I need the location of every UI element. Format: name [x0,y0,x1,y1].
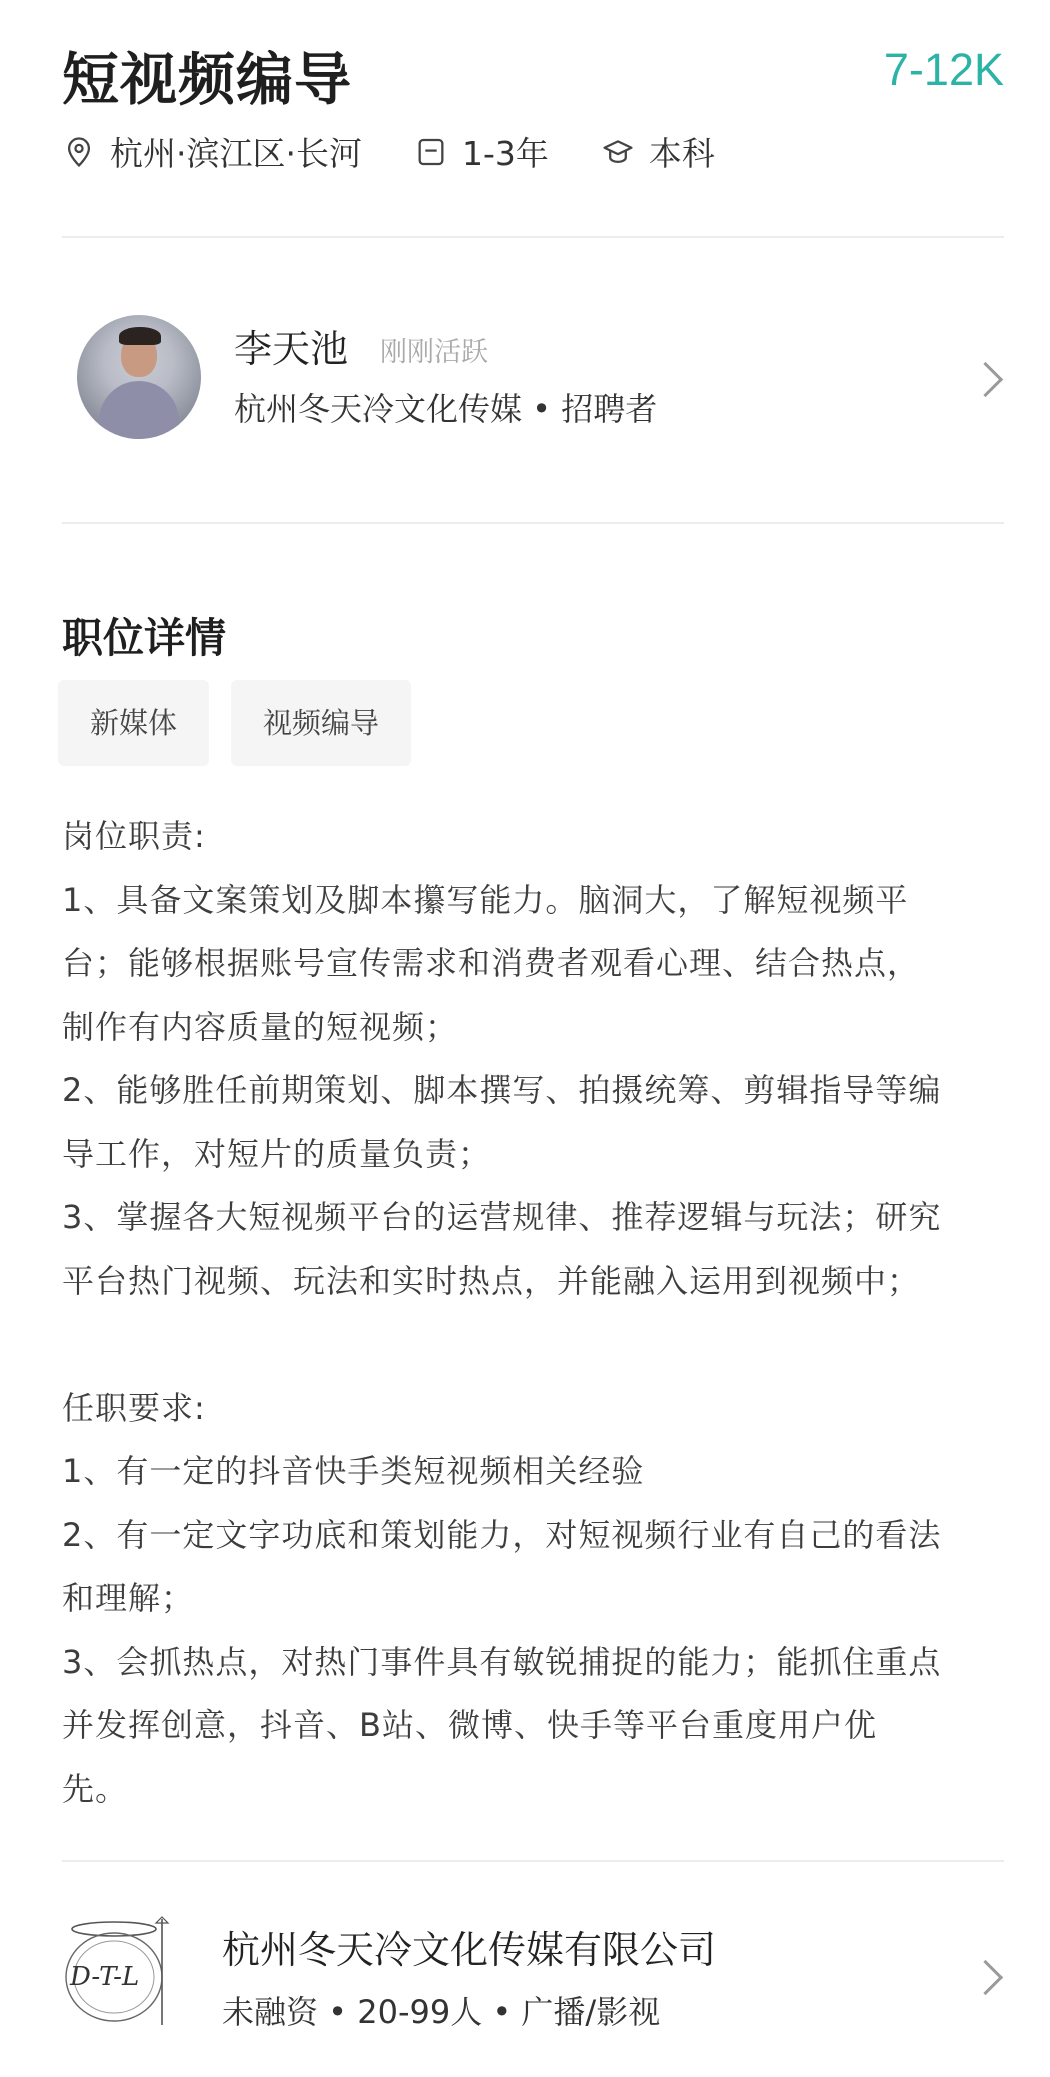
active-status: 刚刚活跃 [380,337,488,368]
divider [62,236,1004,238]
description-line: 导工作，对短片的质量负责； [62,1134,492,1173]
section-title: 职位详情 [62,614,226,662]
description-line: 平台热门视频、玩法和实时热点，并能融入运用到视频中； [62,1261,921,1300]
recruiter-company: 杭州冬天冷文化传媒 • 招聘者 [234,390,658,428]
divider [62,522,1004,524]
company-logo [62,1913,182,2033]
blank-line [62,1313,1022,1377]
description-line: 2、能够胜任前期策划、脚本撰写、拍摄统筹、剪辑指导等编 [62,1071,942,1109]
description-line: 和理解； [62,1579,195,1617]
chevron-right-icon [968,1960,1003,1995]
tag-video-director: 视频编导 [231,680,411,766]
description-line: 台；能够根据账号宣传需求和消费者观看心理、结合热点， [62,944,921,982]
description-line: 岗位职责: [62,817,206,855]
job-description [62,805,1022,1821]
education [601,128,715,175]
description-line: 制作有内容质量的短视频； [62,1007,459,1046]
job-title: 短视频编导 [62,47,352,113]
description-line: 1、具备文案策划及脚本攥写能力。脑洞大，了解短视频平 [62,880,909,919]
salary: 7-12K [883,44,1004,95]
description-line: 1、有一定的抖音快手类短视频相关经验 [62,1452,645,1490]
description-line: 2、有一定文字功底和策划能力，对短视频行业有自己的看法 [62,1515,942,1554]
experience-text: 1-3年 [461,134,549,173]
chevron-right-icon [968,362,1003,397]
location-pin-icon [62,135,96,169]
recruiter-card[interactable] [62,300,1010,460]
job-meta [62,128,767,175]
svg-text:D-T-L: D-T-L [70,1962,140,1992]
recruiter-name: 李天池 [234,327,349,371]
company-card[interactable] [62,1905,1010,2045]
company-name: 杭州冬天冷文化传媒有限公司 [222,1928,717,1972]
divider [62,1860,1004,1862]
description-line: 3、会抓热点，对热门事件具有敏锐捕捉的能力；能抓住重点 [62,1642,942,1681]
tag-new-media: 新媒体 [58,680,209,766]
graduation-cap-icon [601,135,635,169]
briefcase-icon [414,135,448,169]
education-text: 本科 [648,134,715,173]
description-line: 并发挥创意，抖音、B站、微博、快手等平台重度用户优 [62,1706,877,1744]
description-line: 3、掌握各大短视频平台的运营规律、推荐逻辑与玩法；研究 [62,1198,942,1236]
description-line: 任职要求: [62,1388,206,1427]
tag-list [58,680,433,766]
avatar [77,315,201,439]
location-text: 杭州·滨江区·长河 [110,134,362,173]
experience [414,128,549,175]
company-info: 未融资 • 20-99人 • 广播/影视 [222,1993,661,2031]
location [62,128,362,175]
description-line: 先。 [62,1769,129,1808]
